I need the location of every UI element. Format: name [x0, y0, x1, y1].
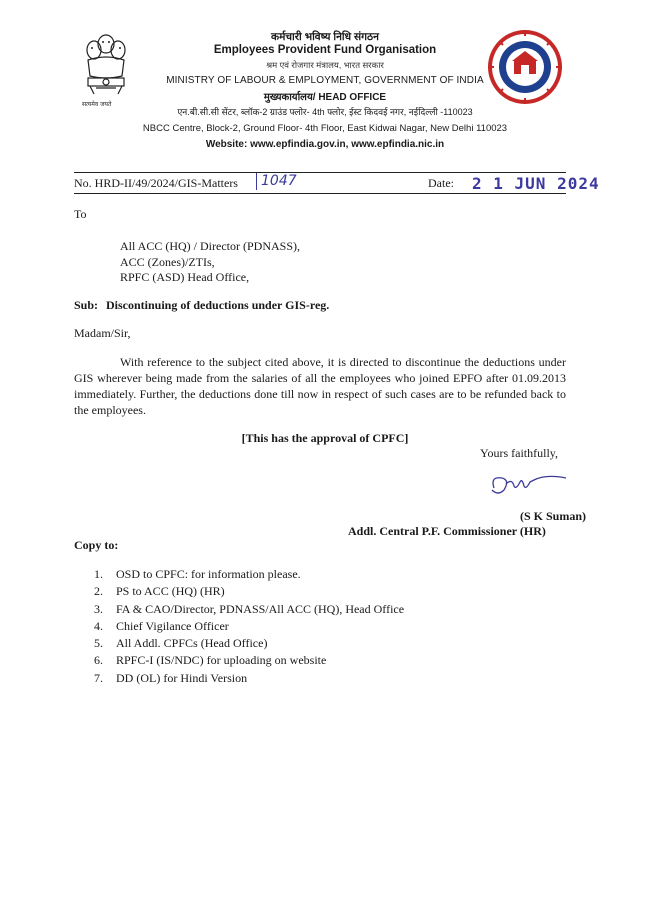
subject-label: Sub:	[74, 298, 99, 312]
to-label: To	[74, 207, 87, 221]
approval-note: [This has the approval of CPFC]	[241, 431, 409, 445]
reference-divider	[74, 193, 566, 194]
list-item	[94, 618, 404, 635]
list-item-number: 1.	[94, 567, 103, 581]
recipient-line: ACC (Zones)/ZTIs,	[120, 255, 215, 269]
list-item-number: 3.	[94, 601, 103, 616]
signatory-name: (S K Suman)	[520, 509, 587, 523]
recipient-line: All ACC (HQ) / Director (PDNASS),	[120, 239, 300, 253]
list-item-text: PS to ACC (HQ) (HR)	[116, 584, 225, 599]
list-item-text: RPFC-I (IS/NDC) for uploading on website	[116, 653, 327, 668]
list-item	[94, 635, 404, 652]
emblem-caption: सत्यमेव जयते	[82, 101, 112, 108]
list-item	[94, 652, 404, 669]
date-stamp: 2 1 JUN 2024	[472, 174, 600, 193]
closing: Yours faithfully,	[480, 446, 559, 460]
list-item-text: All Addl. CPFCs (Head Office)	[116, 636, 268, 651]
list-item-text: FA & CAO/Director, PDNASS/All ACC (HQ), Head Office	[116, 601, 405, 616]
list-item	[94, 601, 404, 618]
salutation: Madam/Sir,	[74, 326, 131, 340]
ministry-name-hindi: श्रम एवं रोजगार मंत्रालय, भारत सरकार	[266, 60, 384, 70]
address: NBCC Centre, Block-2, Ground Floor- 4th Floor, East Kidwai Nagar, New Delhi 110023	[142, 123, 508, 134]
list-item-number: 4.	[94, 618, 103, 633]
list-item-text: Chief Vigilance Officer	[116, 618, 229, 633]
body-text: With reference to the subject cited above, it is directed to discontinue the deductions under GIS wherever being made from the salaries of all the employees who joined EPFO after 01.09.2013 immediately. Further, the deductions done till now in respect of such cases are to be refunded back to the employees.	[74, 355, 566, 417]
copy-to-label: Copy to:	[74, 538, 119, 552]
date-label: Date:	[428, 176, 454, 190]
list-item	[94, 670, 404, 687]
header-divider	[74, 172, 566, 173]
body-paragraph	[74, 354, 566, 418]
head-office-label: मुख्यकार्यालय/ HEAD OFFICE	[263, 92, 387, 103]
list-item	[94, 583, 404, 600]
list-item-number: 2.	[94, 584, 103, 599]
subject-text: Discontinuing of deductions under GIS-reg.	[106, 298, 330, 312]
list-item-text: OSD to CPFC: for information please.	[116, 567, 301, 581]
handwritten-dispatch-number: 1047	[261, 173, 297, 189]
signature-icon	[480, 468, 570, 504]
recipient-line: RPFC (ASD) Head Office,	[120, 270, 250, 284]
list-item-text: DD (OL) for Hindi Version	[116, 670, 248, 685]
address-hindi: एन.बी.सी.सी सेंटर, ब्लॉक-2 ग्राउंड फ्लोर- 4th फ्लोर, ईस्ट किदवई नगर, नईदिल्ली -110023	[177, 107, 473, 117]
org-name-hindi: कर्मचारी भविष्य निधि संगठन	[271, 31, 379, 43]
org-name: Employees Provident Fund Organisation	[213, 44, 437, 56]
website-line: Website: www.epfindia.gov.in, www.epfindia.nic.in	[205, 139, 445, 150]
list-item-number: 6.	[94, 653, 103, 668]
copy-to-list	[94, 566, 404, 687]
list-item-number: 7.	[94, 670, 103, 685]
ministry-name: MINISTRY OF LABOUR & EMPLOYMENT, GOVERNMENT OF INDIA	[166, 75, 484, 86]
signatory-designation: Addl. Central P.F. Commissioner (HR)	[348, 524, 546, 538]
list-item	[94, 566, 404, 583]
reference-number: No. HRD-II/49/2024/GIS-Matters	[74, 176, 238, 190]
list-item-number: 5.	[94, 636, 103, 651]
